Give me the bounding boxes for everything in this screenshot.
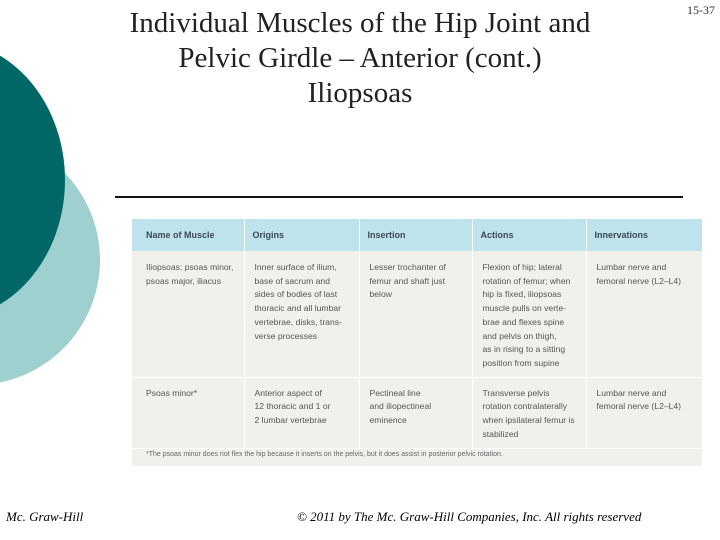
footer-copyright: © 2011 by The Mc. Graw-Hill Companies, Inc. All rights reserved [297, 509, 642, 524]
cell-line: Lumbar nerve and [596, 387, 667, 398]
cell-line: 2 lumbar vertebrae [254, 415, 327, 426]
cell-line: eminence [369, 415, 407, 426]
cell-name [132, 377, 244, 448]
cell-line: rotation contralaterally [482, 401, 568, 412]
cell-line: brae and flexes spine [482, 316, 565, 327]
cell-insertion [359, 251, 472, 377]
cell-line: stabilized [482, 428, 519, 439]
slide-title [55, 6, 665, 111]
title-divider [115, 196, 683, 198]
table-footnote: *The psoas minor does not flex the hip because it inserts on the pelvis, but it does assist in posterior pelvic rotation. [132, 448, 702, 458]
cell-line: 12 thoracic and 1 or [254, 401, 331, 412]
cell-line: Anterior aspect of [254, 387, 322, 398]
slide-number: 15-37 [687, 3, 715, 17]
cell-innervations [586, 251, 702, 377]
cell-line: femoral nerve (L2–L4) [596, 275, 682, 286]
cell-line: Lesser trochanter of [369, 262, 446, 272]
slide-title-line-3: Iliopsoas [307, 77, 413, 109]
table-row [132, 377, 702, 448]
cell-line: psoas major, iliacus [146, 275, 221, 286]
cell-name [132, 251, 244, 377]
cell-line: thoracic and all lumbar [254, 303, 341, 314]
cell-line: verse processes [254, 330, 318, 341]
cell-line: Transverse pelvis [482, 387, 550, 398]
cell-line: hip is fixed, iliopsoas [482, 289, 562, 300]
table-row [132, 251, 702, 377]
muscle-table [132, 219, 702, 466]
cell-actions [472, 377, 586, 448]
cell-line: Lumbar nerve and [596, 262, 667, 272]
cell-origins [244, 251, 359, 377]
cell-innervations [586, 377, 702, 448]
cell-insertion [359, 377, 472, 448]
column-header-innervations: Innervations [586, 219, 702, 251]
cell-line: Iliopsoas: psoas minor, [146, 262, 234, 272]
cell-line: and iliopectineal [369, 401, 432, 412]
column-header-insertion: Insertion [359, 219, 472, 251]
cell-line: position from supine [482, 357, 560, 368]
cell-line: below [369, 289, 392, 300]
column-header-actions: Actions [472, 219, 586, 251]
cell-line: Flexion of hip; lateral [482, 262, 562, 272]
cell-line: vertebrae, disks, trans- [254, 316, 342, 327]
cell-line: sides of bodies of last [254, 289, 338, 300]
cell-origins [244, 377, 359, 448]
column-header-origins: Origins [244, 219, 359, 251]
slide-title-line-2: Pelvic Girdle – Anterior (cont.) [178, 42, 542, 74]
cell-line: Psoas minor* [146, 387, 198, 398]
cell-line: Inner surface of ilium, [254, 262, 337, 272]
cell-line: Pectineal line [369, 387, 421, 398]
cell-line: when ipsilateral femur is [482, 415, 575, 426]
cell-line: muscle pulls on verte- [482, 303, 567, 314]
footer-publisher: Mc. Graw-Hill [6, 509, 84, 524]
column-header-name: Name of Muscle [132, 219, 244, 251]
slide-title-line-1: Individual Muscles of the Hip Joint and [129, 7, 591, 39]
table-header-row [132, 219, 702, 251]
cell-line: femoral nerve (L2–L4) [596, 401, 682, 412]
cell-line: femur and shaft just [369, 275, 445, 286]
cell-line: and pelvis on thigh, [482, 330, 557, 341]
cell-line: rotation of femur; when [482, 275, 571, 286]
cell-line: base of sacrum and [254, 275, 330, 286]
cell-actions [472, 251, 586, 377]
cell-line: as in rising to a sitting [482, 344, 566, 355]
